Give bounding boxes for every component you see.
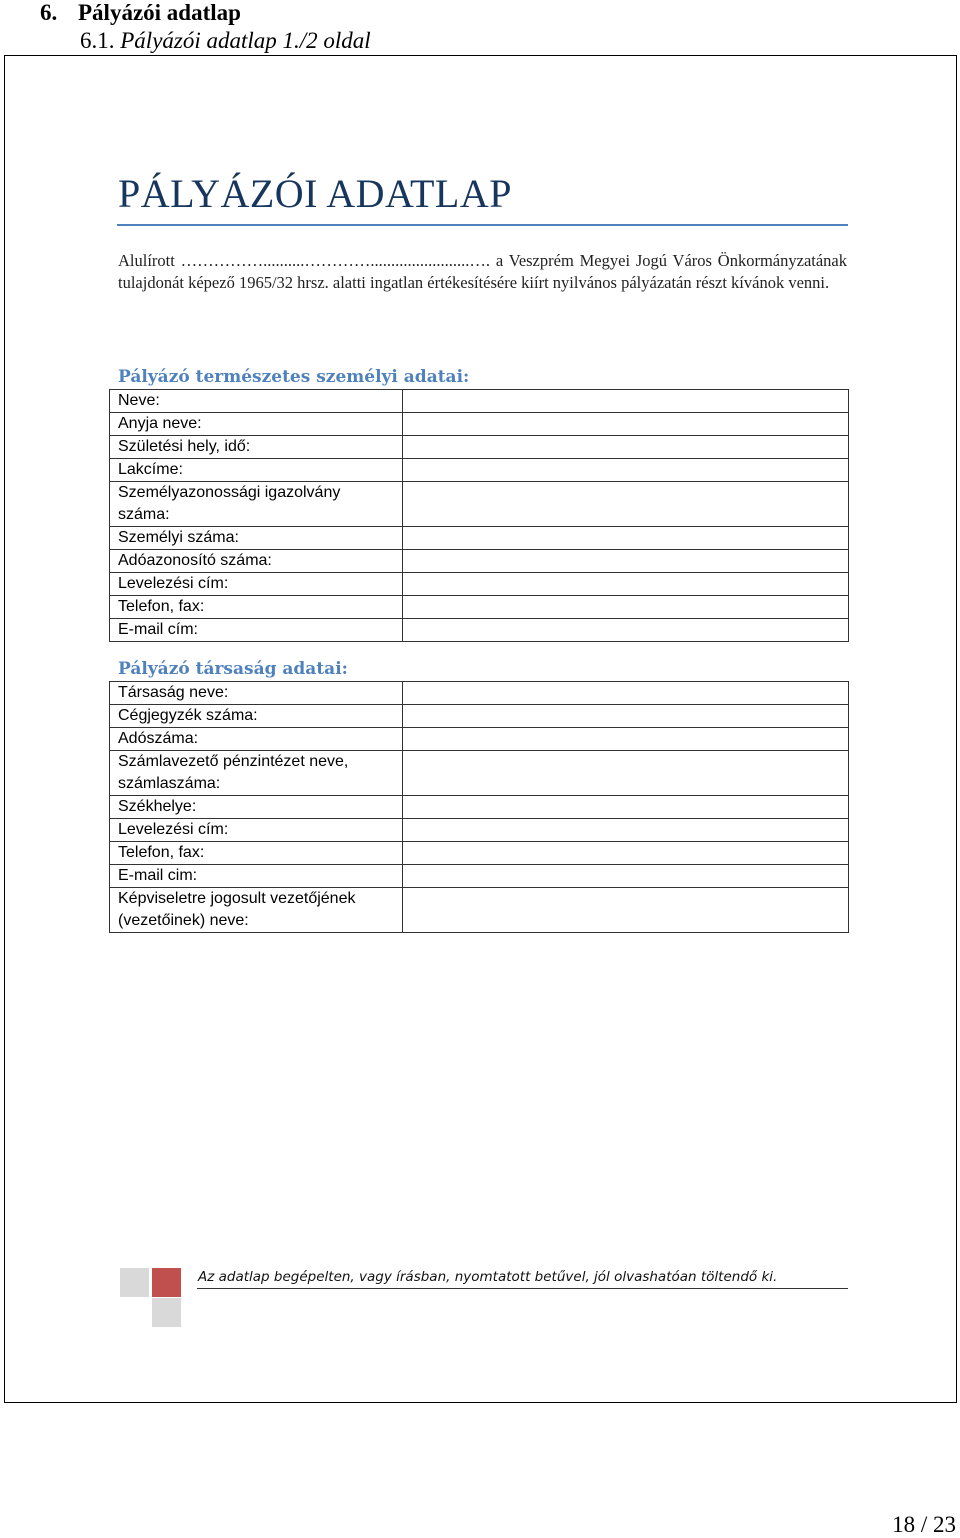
field-label: Székhelye:	[110, 796, 403, 819]
footer-rule	[197, 1288, 848, 1289]
form-row	[110, 705, 849, 728]
field-value-cell[interactable]	[403, 436, 849, 459]
field-value-cell[interactable]	[403, 459, 849, 482]
field-label: E-mail cim:	[110, 865, 403, 888]
field-label: Levelezési cím:	[110, 819, 403, 842]
form-row	[110, 527, 849, 550]
field-value-cell[interactable]	[403, 413, 849, 436]
subsection-title: Pályázói adatlap 1./2 oldal	[120, 28, 371, 53]
page-number: 18 / 23	[892, 1512, 956, 1537]
form-row	[110, 682, 849, 705]
form-row	[110, 459, 849, 482]
field-label: Neve:	[110, 390, 403, 413]
form-row	[110, 436, 849, 459]
field-label: Levelezési cím:	[110, 573, 403, 596]
field-value-cell[interactable]	[403, 482, 849, 527]
title-underline	[117, 224, 848, 226]
form-row	[110, 865, 849, 888]
personal-data-table	[109, 389, 849, 642]
field-label: Anyja neve:	[110, 413, 403, 436]
intro-paragraph: Alulírott ……………..........…………........................…. a Veszprém Megyei Jogú Város Önkormányzatának tulajdonát képező 1965/32 hrsz. alatti ingatlan értékesítésére kiírt nyilvános pályázatán részt kívánok venni.	[118, 251, 847, 292]
field-label: Képviseletre jogosult vezetőjének (vezetőinek) neve:	[110, 888, 403, 933]
subsection-heading	[80, 28, 371, 54]
logo-square-gray-top-left	[120, 1268, 149, 1297]
field-value-cell[interactable]	[403, 751, 849, 796]
form-row	[110, 888, 849, 933]
field-label: Személyi száma:	[110, 527, 403, 550]
field-label: Társaság neve:	[110, 682, 403, 705]
field-label: Telefon, fax:	[110, 596, 403, 619]
section-title: Pályázói adatlap	[78, 0, 241, 25]
field-value-cell[interactable]	[403, 527, 849, 550]
logo-square-gray-bottom	[152, 1298, 181, 1327]
field-label: Adóazonosító száma:	[110, 550, 403, 573]
field-label: Lakcíme:	[110, 459, 403, 482]
field-value-cell[interactable]	[403, 573, 849, 596]
field-value-cell[interactable]	[403, 390, 849, 413]
field-label: Adószáma:	[110, 728, 403, 751]
field-label: Számlavezető pénzintézet neve, számlaszáma:	[110, 751, 403, 796]
form-row	[110, 390, 849, 413]
field-value-cell[interactable]	[403, 865, 849, 888]
field-label: Születési hely, idő:	[110, 436, 403, 459]
form-row	[110, 573, 849, 596]
personal-data-heading: Pályázó természetes személyi adatai:	[118, 367, 470, 387]
field-value-cell[interactable]	[403, 596, 849, 619]
form-row	[110, 751, 849, 796]
form-row	[110, 550, 849, 573]
field-value-cell[interactable]	[403, 705, 849, 728]
form-row	[110, 482, 849, 527]
field-value-cell[interactable]	[403, 682, 849, 705]
field-value-cell[interactable]	[403, 550, 849, 573]
logo-square-red	[152, 1268, 181, 1297]
form-row	[110, 596, 849, 619]
field-value-cell[interactable]	[403, 842, 849, 865]
subsection-number: 6.1.	[80, 28, 115, 53]
form-row	[110, 413, 849, 436]
section-number: 6.	[40, 0, 58, 25]
form-row	[110, 728, 849, 751]
field-value-cell[interactable]	[403, 888, 849, 933]
company-data-heading: Pályázó társaság adatai:	[118, 659, 348, 679]
field-label: Cégjegyzék száma:	[110, 705, 403, 728]
company-data-table	[109, 681, 849, 933]
form-row	[110, 796, 849, 819]
field-label: E-mail cím:	[110, 619, 403, 642]
field-label: Személyazonossági igazolvány száma:	[110, 482, 403, 527]
document-title: PÁLYÁZÓI ADATLAP	[118, 171, 512, 216]
field-label: Telefon, fax:	[110, 842, 403, 865]
form-row	[110, 842, 849, 865]
field-value-cell[interactable]	[403, 619, 849, 642]
field-value-cell[interactable]	[403, 728, 849, 751]
field-value-cell[interactable]	[403, 819, 849, 842]
form-row	[110, 819, 849, 842]
form-row	[110, 619, 849, 642]
footer-note: Az adatlap begépelten, vagy írásban, nyomtatott betűvel, jól olvashatóan töltendő ki.	[198, 1269, 778, 1285]
field-value-cell[interactable]	[403, 796, 849, 819]
section-heading	[40, 0, 241, 26]
